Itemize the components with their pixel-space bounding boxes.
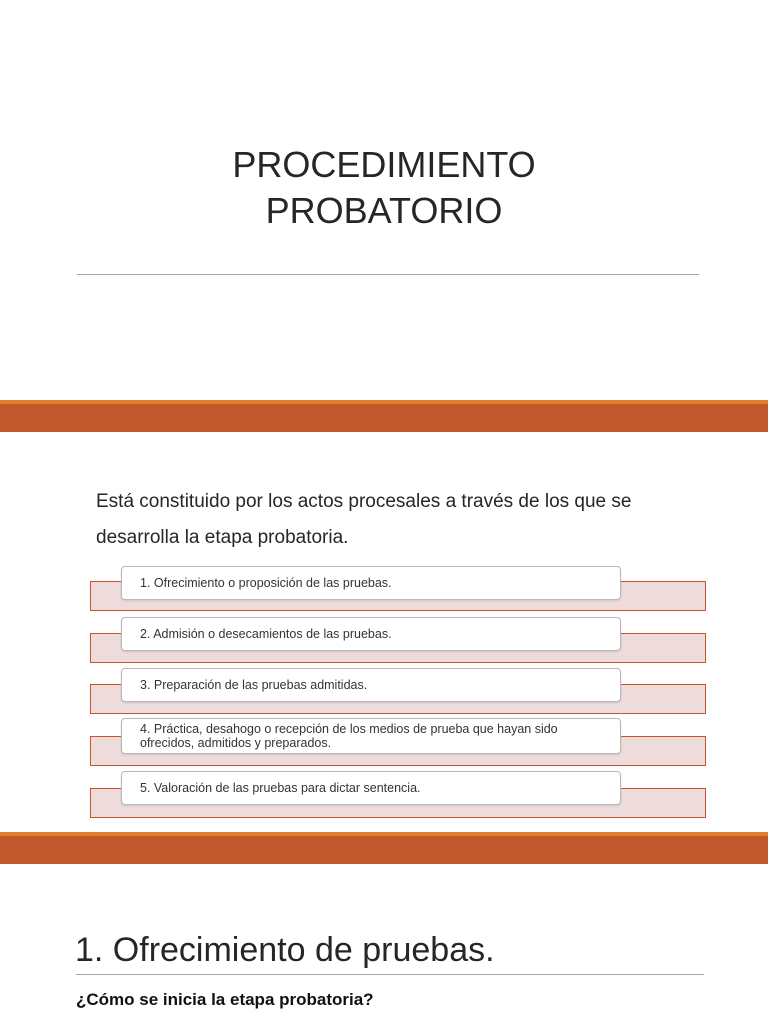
steps-slide — [0, 432, 768, 832]
separator-strip — [0, 400, 768, 404]
slide-title — [0, 142, 768, 234]
section-divider — [76, 974, 704, 975]
separator-strip — [0, 832, 768, 836]
step-2-label: 2. Admisión o desecamientos de las pruebas. — [140, 627, 392, 641]
section-slide — [0, 864, 768, 1024]
title-divider — [77, 274, 699, 275]
slide-title-line-1: PROCEDIMIENTO — [232, 144, 536, 185]
section-title: 1. Ofrecimiento de pruebas. — [75, 931, 495, 969]
slide-title-line-2: PROBATORIO — [265, 190, 503, 231]
step-5-label: 5. Valoración de las pruebas para dictar sentencia. — [140, 781, 421, 795]
intro-text: Está constituido por los actos procesales a través de los que se desarrolla la etapa probatoria. — [96, 491, 632, 548]
slide-separator — [0, 832, 768, 864]
step-4 — [121, 718, 621, 754]
step-1 — [121, 566, 621, 600]
step-4-label: 4. Práctica, desahogo o recepción de los medios de prueba que hayan sido ofrecidos, admitidos y preparados. — [140, 722, 558, 750]
step-3-label: 3. Preparación de las pruebas admitidas. — [140, 678, 368, 692]
step-3 — [121, 668, 621, 702]
step-5 — [121, 771, 621, 805]
step-2 — [121, 617, 621, 651]
title-slide — [0, 0, 768, 400]
step-1-label: 1. Ofrecimiento o proposición de las pruebas. — [140, 576, 392, 590]
slide-separator — [0, 400, 768, 432]
section-question: ¿Cómo se inicia la etapa probatoria? — [76, 990, 374, 1009]
